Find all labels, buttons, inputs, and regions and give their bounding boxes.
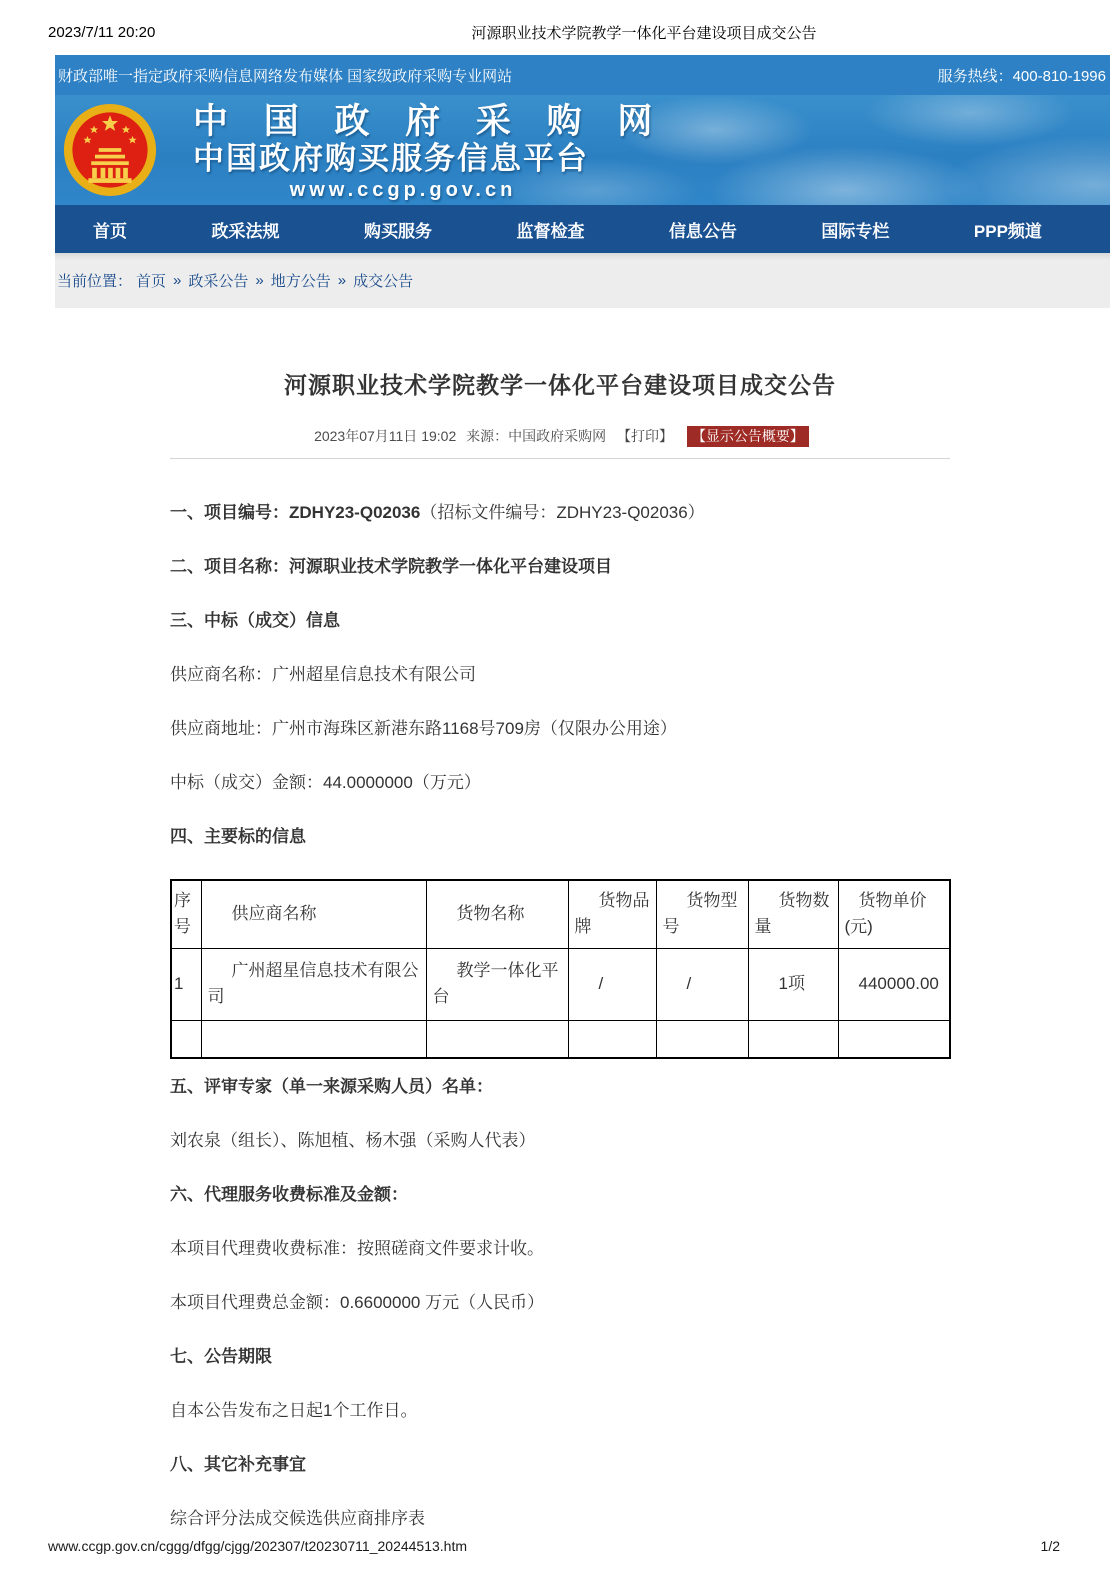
service-hotline-text: 服务热线：400-810-1996 [937, 67, 1106, 85]
col-serial-number: 序号 [171, 880, 201, 948]
publish-datetime: 2023年07月11日 19:02 [314, 428, 457, 444]
supplier-address-line: 供应商地址：广州市海珠区新港东路1168号709房（仅限办公用途） [170, 719, 677, 738]
agency-fee-amount-line: 本项目代理费总金额：0.6600000 万元（人民币） [170, 1293, 545, 1312]
section-5-experts-heading: 五、评审专家（单一来源采购人员）名单： [170, 1077, 493, 1096]
main-nav [55, 205, 1110, 253]
media-designation-text: 财政部唯一指定政府采购信息网络发布媒体 国家级政府采购专业网站 [58, 67, 513, 85]
site-identity [193, 102, 666, 203]
col-supplier-name: 供应商名称 [201, 880, 426, 948]
section-7-notice-period-heading: 七、公告期限 [170, 1347, 272, 1366]
print-footer [48, 1538, 1060, 1554]
show-summary-button[interactable]: 【显示公告概要】 [687, 426, 809, 447]
article-content [170, 501, 950, 1531]
print-footer-page-number: 1/2 [1040, 1538, 1060, 1554]
print-footer-url: www.ccgp.gov.cn/cggg/dfgg/cjgg/202307/t20230711_20244513.htm [48, 1538, 468, 1554]
col-goods-brand: 货物品牌 [568, 880, 656, 948]
col-goods-unit-price: 货物单价(元) [838, 880, 950, 948]
cell-goods-quantity: 1项 [748, 948, 838, 1020]
national-emblem-icon [63, 103, 157, 197]
nav-item-home[interactable]: 首页 [93, 221, 127, 241]
goods-table-header-row [171, 880, 950, 948]
print-header-datetime: 2023/7/11 20:20 [48, 24, 156, 41]
breadcrumb-separator: » [255, 272, 264, 289]
section-2-project-name: 二、项目名称：河源职业技术学院教学一体化平台建设项目 [170, 557, 612, 576]
section-8-other-matters-heading: 八、其它补充事宜 [170, 1455, 306, 1474]
nav-item-announcements[interactable]: 信息公告 [668, 221, 737, 241]
source-text: 来源：中国政府采购网 [466, 428, 607, 444]
meta-divider [170, 458, 950, 459]
nav-item-regulations[interactable]: 政采法规 [211, 221, 280, 241]
breadcrumb-procurement-notices[interactable]: 政采公告 [188, 273, 249, 290]
nav-item-international[interactable]: 国际专栏 [821, 221, 890, 241]
print-button[interactable]: 【打印】 [617, 428, 674, 444]
supplier-name-line: 供应商名称：广州超星信息技术有限公司 [170, 665, 476, 684]
site-url: www.ccgp.gov.cn [289, 179, 517, 201]
breadcrumb-label: 当前位置： [57, 273, 133, 290]
site-name: 中 国 政 府 采 购 网 [193, 102, 666, 141]
col-goods-quantity: 货物数量 [748, 880, 838, 948]
top-info-bar [55, 55, 1110, 95]
cell-goods-model: / [656, 948, 748, 1020]
agency-fee-standard-line: 本项目代理费收费标准：按照磋商文件要求计收。 [170, 1239, 544, 1258]
goods-table [170, 879, 951, 1059]
cell-supplier-name: 广州超星信息技术有限公司 [201, 948, 426, 1020]
article-meta [170, 426, 950, 446]
site-container [55, 55, 1110, 308]
print-header [48, 22, 1070, 43]
nav-item-purchase-services[interactable]: 购买服务 [363, 221, 432, 241]
nav-item-supervision[interactable]: 监督检查 [516, 221, 585, 241]
site-banner [55, 95, 1110, 205]
award-amount-line: 中标（成交）金额：44.0000000（万元） [170, 773, 481, 792]
experts-list-line: 刘农泉（组长）、陈旭植、杨木强（采购人代表） [170, 1131, 536, 1150]
section-1-project-number: 一、项目编号：ZDHY23-Q02036（招标文件编号：ZDHY23-Q02036） [170, 503, 705, 522]
breadcrumb-award-notices[interactable]: 成交公告 [353, 273, 414, 290]
breadcrumb-home[interactable]: 首页 [136, 273, 167, 290]
cell-goods-brand: / [568, 948, 656, 1020]
print-header-title: 河源职业技术学院教学一体化平台建设项目成交公告 [471, 25, 817, 42]
col-goods-name: 货物名称 [426, 880, 568, 948]
breadcrumb-separator: » [337, 272, 347, 289]
announcement-article [170, 358, 950, 1561]
site-subtitle: 中国政府购买服务信息平台 [193, 141, 589, 176]
nav-item-ppp-channel[interactable]: PPP频道 [973, 221, 1042, 241]
breadcrumb [55, 253, 1110, 308]
cell-goods-name: 教学一体化平台 [426, 948, 568, 1020]
goods-table-row [171, 948, 950, 1020]
other-matters-line: 综合评分法成交候选供应商排序表 [170, 1509, 425, 1528]
notice-period-line: 自本公告发布之日起1个工作日。 [170, 1401, 418, 1420]
cell-serial-number: 1 [171, 948, 201, 1020]
page-title: 河源职业技术学院教学一体化平台建设项目成交公告 [284, 372, 836, 398]
goods-table-empty-row [171, 1020, 950, 1058]
section-6-agency-fee-heading: 六、代理服务收费标准及金额： [170, 1185, 408, 1204]
col-goods-model: 货物型号 [656, 880, 748, 948]
breadcrumb-local-notices[interactable]: 地方公告 [270, 273, 331, 290]
section-3-award-info-heading: 三、中标（成交）信息 [170, 611, 340, 630]
section-4-subject-info-heading: 四、主要标的信息 [170, 827, 306, 846]
breadcrumb-separator: » [173, 272, 182, 289]
cell-goods-unit-price: 440000.00 [838, 948, 950, 1020]
